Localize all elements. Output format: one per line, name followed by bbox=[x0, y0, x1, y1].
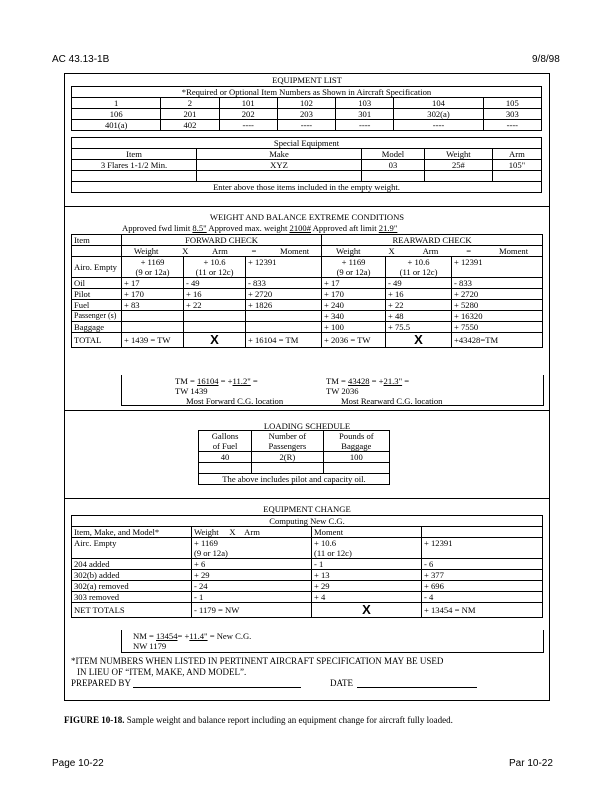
prepared-by-label: PREPARED BY bbox=[71, 678, 131, 688]
cell: 401(a) bbox=[72, 120, 161, 131]
date-label: DATE bbox=[330, 678, 353, 688]
footer-page: Page 10-22 bbox=[52, 758, 104, 769]
column-header: Item bbox=[72, 235, 122, 246]
change-title: EQUIPMENT CHANGE bbox=[263, 504, 351, 514]
table-row: Fuel + 83 + 22 + 1826 + 240 + 22 + 5280 bbox=[72, 300, 543, 311]
cell: 105" bbox=[492, 160, 541, 171]
wb-limits: Approved fwd limit 8.5" Approved max. weight 2100# Approved aft limit 21.9" bbox=[122, 223, 398, 233]
table-row bbox=[72, 120, 542, 131]
table-row: 204 added + 6 - 1 - 6 bbox=[72, 559, 543, 570]
table-row bbox=[72, 98, 542, 109]
cell: 103 bbox=[336, 98, 394, 109]
equipment-list-subtitle: *Required or Optional Item Numbers as Shown in Aircraft Specification bbox=[72, 87, 542, 98]
cell: 402 bbox=[161, 120, 219, 131]
rear-cg-calc: TM = 43428 = +21.3" = bbox=[326, 376, 410, 386]
cell: 105 bbox=[483, 98, 541, 109]
table-row: Passenger (s) + 340 + 48 + 16320 bbox=[72, 311, 543, 322]
equipment-list-title: EQUIPMENT LIST bbox=[272, 75, 342, 85]
table-row: 40 2(R) 100 bbox=[199, 452, 390, 463]
column-header: Weight bbox=[424, 149, 492, 160]
table-row bbox=[72, 109, 542, 120]
divider bbox=[64, 206, 550, 207]
table-row-total: NET TOTALS - 1179 = NW X + 13454 = NM bbox=[72, 603, 543, 618]
cell: 104 bbox=[394, 98, 483, 109]
new-cg-calc: NM = 13454= +11.4" = New C.G. bbox=[133, 631, 252, 641]
table-row: Airo. Empty + 1169 (9 or 12a) + 10.6 (11 or 12c) + 12391 + 1169 (9 or 12a) + 10.6 (11 or 12c) + 12391 bbox=[72, 257, 543, 278]
table-row: 303 removed - 1 + 4 - 4 bbox=[72, 592, 543, 603]
special-equipment-table bbox=[71, 137, 542, 193]
divider bbox=[64, 498, 550, 499]
change-subtitle: Computing New C.G. bbox=[72, 516, 543, 527]
fwd-tw: TW 1439 bbox=[175, 386, 208, 396]
cell: 2 bbox=[161, 98, 219, 109]
table-row: Oil + 17 - 49 - 833 + 17 - 49 - 833 bbox=[72, 278, 543, 289]
column-header: Item, Make, and Model* bbox=[72, 527, 192, 538]
table-row bbox=[72, 160, 542, 171]
cell: 25# bbox=[424, 160, 492, 171]
column-header: FORWARD CHECK bbox=[122, 235, 322, 246]
cell: 201 bbox=[161, 109, 219, 120]
item-note-2: IN LIEU OF “ITEM, MAKE, AND MODEL”. bbox=[77, 667, 247, 677]
table-row-total: TOTAL + 1439 = TW X + 16104 = TM + 2036 = TW X +43428=TM bbox=[72, 333, 543, 348]
loading-footer: The above includes pilot and capacity oil. bbox=[199, 474, 390, 485]
table-row: Pilot + 170 + 16 + 2720 + 170 + 16 + 2720 bbox=[72, 289, 543, 300]
cell: 1 bbox=[72, 98, 161, 109]
column-header: Arm bbox=[492, 149, 541, 160]
cell: 106 bbox=[72, 109, 161, 120]
column-header: REARWARD CHECK bbox=[322, 235, 543, 246]
column-header: Model bbox=[362, 149, 425, 160]
loading-table: Gallons of Fuel Number of Passengers Pounds of Baggage 40 2(R) 100 The above includes pilot and capacity oil. bbox=[198, 430, 390, 485]
table-row: 302(b) added + 29 + 13 + 377 bbox=[72, 570, 543, 581]
cell: 303 bbox=[483, 109, 541, 120]
figure-caption: FIGURE 10-18. Sample weight and balance report including an equipment change for aircraft fully loaded. bbox=[64, 715, 453, 725]
rear-tw: TW 2036 bbox=[326, 386, 359, 396]
cell: 3 Flares 1-1/2 Min. bbox=[72, 160, 197, 171]
x-mark: X bbox=[386, 333, 452, 348]
equipment-change-table bbox=[71, 515, 543, 618]
equipment-list-table bbox=[71, 86, 542, 131]
rear-cg-label: Most Rearward C.G. location bbox=[341, 396, 443, 406]
cell: XYZ bbox=[197, 160, 362, 171]
cell: 301 bbox=[336, 109, 394, 120]
cell: ---- bbox=[219, 120, 277, 131]
prepared-by-line bbox=[133, 687, 301, 688]
cell: ---- bbox=[483, 120, 541, 131]
column-header: Moment bbox=[312, 527, 422, 538]
wb-title: WEIGHT AND BALANCE EXTREME CONDITIONS bbox=[209, 212, 405, 222]
cell: 202 bbox=[219, 109, 277, 120]
divider bbox=[64, 410, 550, 411]
cell: ---- bbox=[394, 120, 483, 131]
table-row: Baggage + 100 + 75.5 + 7550 bbox=[72, 322, 543, 333]
x-mark: X bbox=[312, 603, 422, 618]
cell: 302(a) bbox=[394, 109, 483, 120]
cell: 101 bbox=[219, 98, 277, 109]
column-header: Make bbox=[197, 149, 362, 160]
header-date: 9/8/98 bbox=[532, 54, 560, 65]
date-line bbox=[357, 687, 477, 688]
cell: 203 bbox=[277, 109, 335, 120]
table-row: Airc. Empty + 1169 (9 or 12a) + 10.6 (11 or 12c) + 12391 bbox=[72, 538, 543, 559]
fwd-cg-label: Most Forward C.G. location bbox=[186, 396, 284, 406]
table-row: 302(a) removed - 24 + 29 + 696 bbox=[72, 581, 543, 592]
wb-table: Item FORWARD CHECK REARWARD CHECK Weight X Arm = Moment Weight X Arm = Moment Airo. Empty + 1169 (9 or 12a) + 10.6 (11 or 12c) + 12391 + 1169 (9 or 12a) + 10.6 (11 or 12c) + 12391 Oil + 17 - 49 - 833 + 17 - 49 - 833 Pilot + 170 + 16 + 2720 + 170 + 16 + 2720 Fuel + 83 + 22 + 1826 + 240 + 22 + 5280 Passenger (s) + 340 + 48 + 16320 Baggage + 100 + 75.5 + 7550 TOTAL + 1439 = TW X + 16104 = TM + 2036 = TW X +43428=TM bbox=[71, 234, 543, 348]
item-note: *ITEM NUMBERS WHEN LISTED IN PERTINENT AIRCRAFT SPECIFICATION MAY BE USED bbox=[71, 656, 444, 666]
cell: ---- bbox=[277, 120, 335, 131]
fwd-cg-calc: TM = 16104 = +11.2" = bbox=[175, 376, 258, 386]
cell: 102 bbox=[277, 98, 335, 109]
cell: ---- bbox=[336, 120, 394, 131]
nw: NW 1179 bbox=[133, 641, 167, 651]
cell: 03 bbox=[362, 160, 425, 171]
loading-title: LOADING SCHEDULE bbox=[263, 421, 351, 431]
x-mark: X bbox=[184, 333, 246, 348]
special-equipment-title: Special Equipment bbox=[72, 138, 542, 149]
column-header: Weight X Arm bbox=[192, 527, 312, 538]
equipment-list-footer: Enter above those items included in the empty weight. bbox=[72, 182, 542, 193]
header-doc-id: AC 43.13-1B bbox=[52, 54, 110, 65]
column-header: Item bbox=[72, 149, 197, 160]
footer-par: Par 10-22 bbox=[509, 758, 553, 769]
